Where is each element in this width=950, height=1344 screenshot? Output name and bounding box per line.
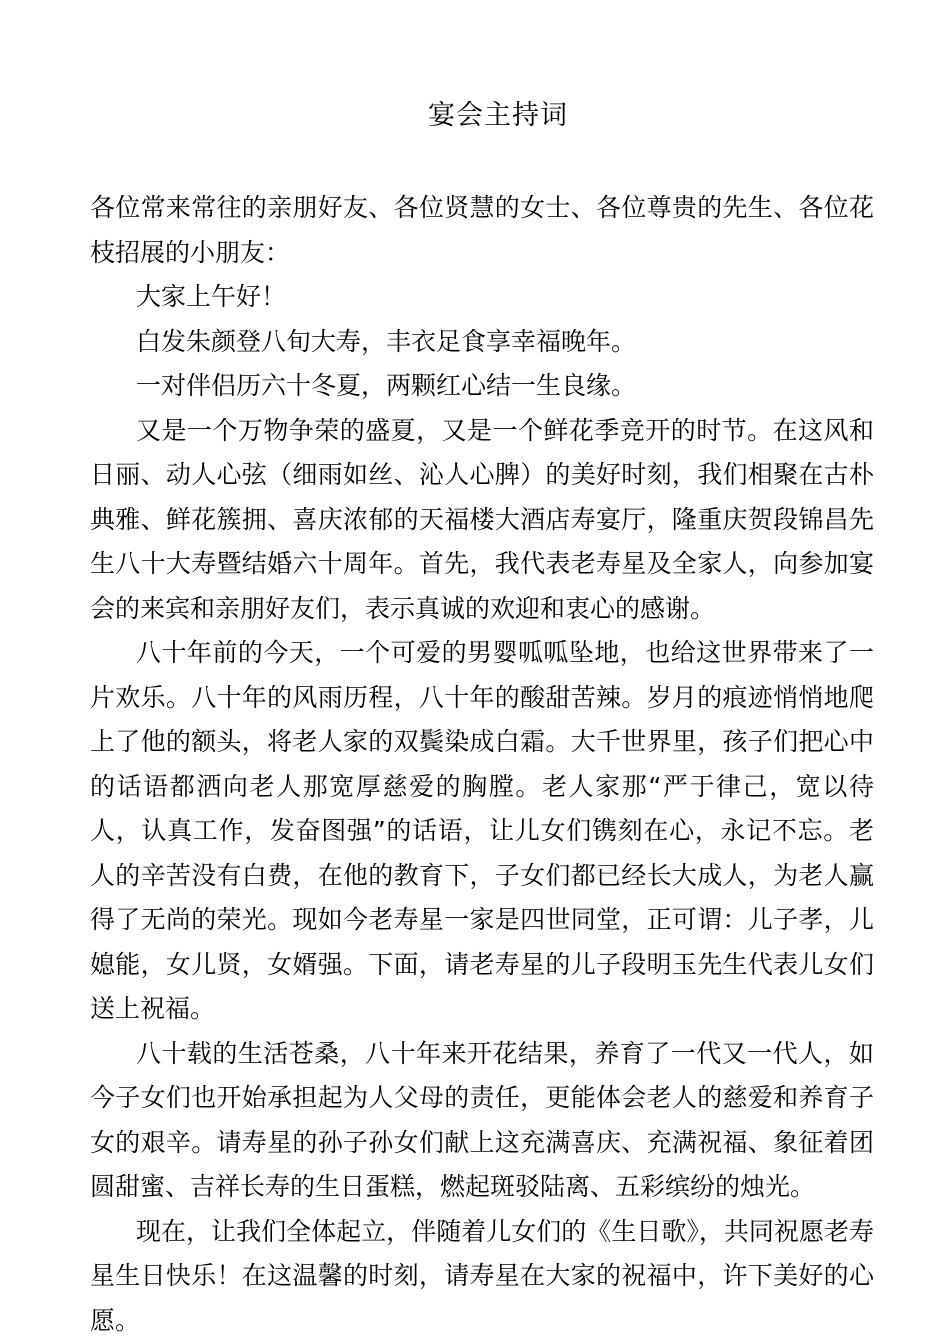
document-title: 宴会主持词 bbox=[428, 100, 568, 131]
paragraph-greeting-salutation: 各位常来常往的亲朋好友、各位贤慧的女士、各位尊贵的先生、各位花枝招展的小朋友： bbox=[90, 193, 874, 267]
paragraph-cake: 八十载的生活苍桑，八十年来开花结果，养育了一代又一代人，如今子女们也开始承担起为人父母的责任，更能体会老人的慈爱和养育子女的艰辛。请寿星的孙子孙女们献上这充满喜庆、充满祝福、象征着团圆甜蜜、吉祥长寿的生日蛋糕，燃起斑驳陆离、五彩缤纷的烛光。 bbox=[90, 1038, 874, 1201]
document-body bbox=[90, 186, 874, 1343]
paragraph-birthday-song: 现在，让我们全体起立，伴随着儿女们的《生日歌》，共同祝愿老寿星生日快乐！在这温馨的时刻，请寿星在大家的祝福中，许下美好的心愿。 bbox=[90, 1216, 874, 1335]
paragraph-history: 八十年前的今天，一个可爱的男婴呱呱坠地，也给这世界带来了一片欢乐。八十年的风雨历程，八十年的酸甜苦辣。岁月的痕迹悄悄地爬上了他的额头，将老人家的双鬓染成白霜。大千世界里，孩子们把心中的话语都洒向老人那宽厚慈爱的胸膛。老人家那“严于律己，宽以待人，认真工作，发奋图强”的话语，让儿女们镌刻在心，永记不忘。老人的辛苦没有白费，在他的教育下，子女们都已经长大成人，为老人赢得了无尚的荣光。现如今老寿星一家是四世同堂，正可谓：儿子孝，儿媳能，女儿贤，女婿强。下面，请老寿星的儿子段明玉先生代表儿女们送上祝福。 bbox=[90, 638, 874, 1023]
paragraph-couplet-1: 白发朱颜登八旬大寿，丰衣足食享幸福晚年。 bbox=[136, 326, 637, 356]
paragraph-couplet-2: 一对伴侣历六十冬夏，两颗红心结一生良缘。 bbox=[136, 371, 637, 400]
paragraph-welcome: 又是一个万物争荣的盛夏，又是一个鲜花季竞开的时节。在这风和日丽、动人心弦（细雨如丝、沁人心脾）的美好时刻，我们相聚在古朴典雅、鲜花簇拥、喜庆浓郁的天福楼大酒店寿宴厅，隆重庆贺段锦昌先生八十大寿暨结婚六十周年。首先，我代表老寿星及全家人，向参加宴会的来宾和亲朋好友们，表示真诚的欢迎和衷心的感谢。 bbox=[90, 415, 874, 623]
paragraph-good-morning: 大家上午好！ bbox=[136, 282, 287, 311]
